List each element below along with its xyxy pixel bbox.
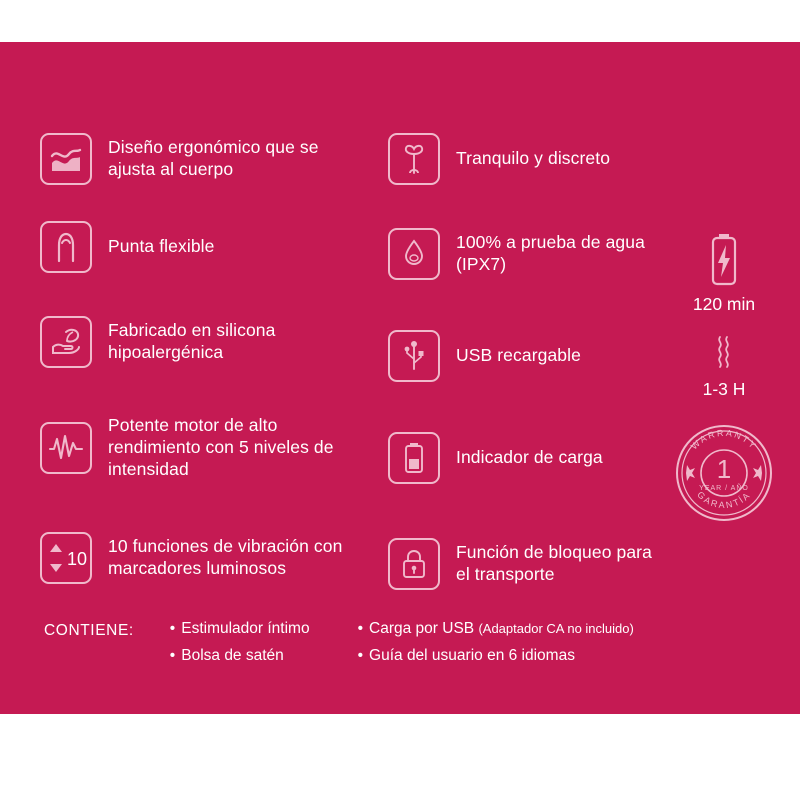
ten-functions-arrows-icon bbox=[40, 532, 92, 584]
contains-section bbox=[44, 620, 756, 674]
travel-lock-icon bbox=[388, 538, 440, 590]
runtime-caption: 120 min bbox=[692, 294, 756, 314]
contains-column-1 bbox=[170, 620, 310, 674]
list-item: • Guía del usuario en 6 idiomas bbox=[357, 647, 575, 664]
list-item: • Carga por USB (Adaptador CA no incluido) bbox=[357, 620, 634, 637]
feature-flexible-tip bbox=[40, 208, 370, 286]
feature-label: Función de bloqueo para el transporte bbox=[456, 542, 652, 584]
warranty-badge bbox=[660, 418, 788, 528]
bullet-icon: • bbox=[169, 620, 176, 637]
bullet-icon: • bbox=[169, 647, 176, 664]
warranty-middle-text: YEAR / AÑO bbox=[699, 485, 749, 492]
ergonomic-wave-icon bbox=[40, 133, 92, 185]
feature-label: 100% a prueba de agua (IPX7) bbox=[456, 232, 645, 274]
quiet-discreet-flower-icon bbox=[388, 133, 440, 185]
feature-waterproof bbox=[388, 208, 656, 300]
feature-travel-lock bbox=[388, 514, 656, 614]
contains-title: CONTIENE: bbox=[44, 622, 134, 639]
charge-time-caption: 1-3 H bbox=[702, 379, 746, 399]
feature-label: Potente motor de alto rendimiento con 5 niveles de intensidad bbox=[108, 415, 334, 479]
feature-ten-functions bbox=[40, 508, 370, 608]
feature-label: Fabricado en silicona hipoalergénica bbox=[108, 320, 276, 362]
contains-column-2 bbox=[358, 620, 634, 674]
feature-quiet bbox=[388, 120, 656, 198]
feature-label: Diseño ergonómico que se ajusta al cuerpo bbox=[108, 137, 319, 179]
warranty-top-text: WARRANTY bbox=[688, 427, 760, 452]
features-middle-column bbox=[388, 120, 656, 624]
feature-usb bbox=[388, 310, 656, 402]
feature-label: Tranquilo y discreto bbox=[456, 148, 611, 169]
silicone-leaf-hand-icon bbox=[40, 316, 92, 368]
battery-bolt-icon bbox=[707, 232, 741, 288]
features-right-column bbox=[660, 232, 788, 528]
feature-label: Punta flexible bbox=[108, 236, 215, 257]
features-left-column bbox=[40, 120, 370, 618]
feature-motor bbox=[40, 398, 370, 498]
runtime-item bbox=[660, 232, 788, 315]
feature-label: USB recargable bbox=[456, 345, 581, 366]
bullet-icon: • bbox=[357, 647, 364, 664]
list-item-note: (Adaptador CA no incluido) bbox=[478, 621, 634, 636]
feature-label: Indicador de carga bbox=[456, 447, 603, 468]
feature-label: 10 funciones de vibración con marcadores luminosos bbox=[108, 536, 343, 578]
motor-waveform-icon bbox=[40, 422, 92, 474]
feature-ergonomic bbox=[40, 120, 370, 198]
feature-silicone bbox=[40, 296, 370, 388]
flexible-tip-icon bbox=[40, 221, 92, 273]
warranty-bottom-text: GARANTÍA bbox=[695, 489, 753, 511]
svg-text:10: 10 bbox=[67, 549, 87, 569]
charging-waves-icon bbox=[707, 333, 741, 373]
feature-panel bbox=[0, 42, 800, 714]
bullet-icon: • bbox=[357, 620, 364, 637]
list-item: • Bolsa de satén bbox=[169, 647, 284, 664]
battery-charge-indicator-icon bbox=[388, 432, 440, 484]
usb-rechargeable-icon bbox=[388, 330, 440, 382]
waterproof-drop-icon bbox=[388, 228, 440, 280]
svg-text:GARANTÍA bbox=[695, 489, 752, 510]
list-item: • Estimulador íntimo bbox=[169, 620, 310, 637]
warranty-number: 1 bbox=[716, 454, 732, 484]
feature-charge-indicator bbox=[388, 412, 656, 504]
charge-time-item bbox=[660, 333, 788, 400]
svg-text:WARRANTY bbox=[689, 428, 759, 452]
